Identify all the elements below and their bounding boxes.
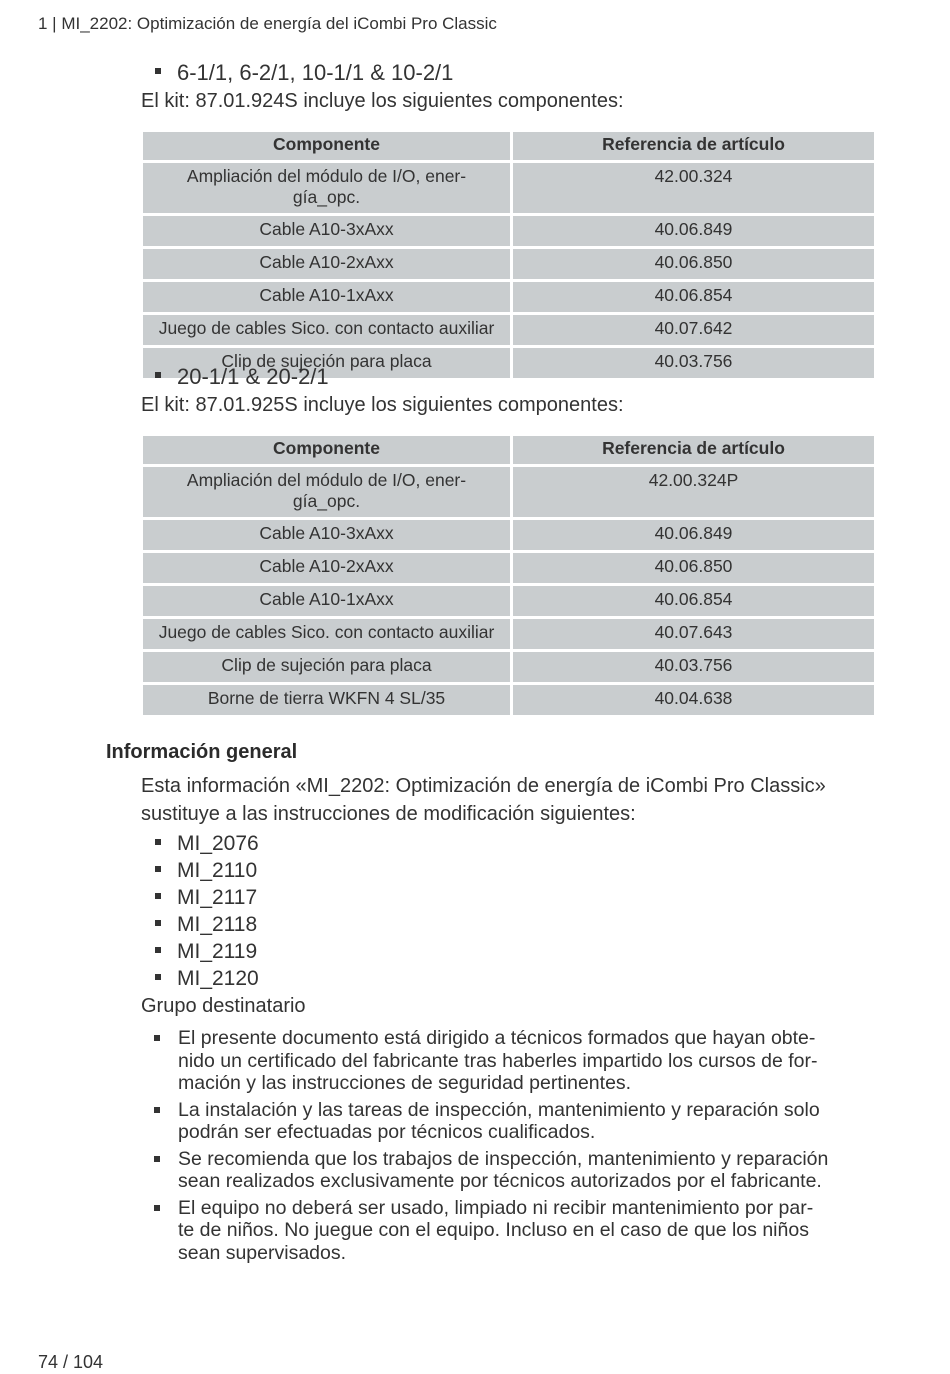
list-item-text: La instalación y las tareas de inspección, mantenimiento y reparación solo podrán ser efectuadas por técnicos cualificados. bbox=[178, 1098, 820, 1143]
cell-component: Cable A10-3xAxx bbox=[143, 520, 510, 550]
cell-component: Cable A10-1xAxx bbox=[143, 282, 510, 312]
column-header-reference: Referencia de artículo bbox=[513, 436, 874, 464]
page-number: 74 / 104 bbox=[38, 1352, 104, 1372]
bullet-square-icon bbox=[154, 1156, 160, 1162]
table-row bbox=[143, 553, 874, 583]
table-row bbox=[143, 467, 874, 517]
cell-reference: 40.07.643 bbox=[513, 619, 874, 649]
cell-component: Clip de sujeción para placa bbox=[143, 652, 510, 682]
cell-reference: 40.06.854 bbox=[513, 282, 874, 312]
cell-reference: 40.06.850 bbox=[513, 553, 874, 583]
list-item bbox=[155, 911, 259, 938]
table-row bbox=[143, 619, 874, 649]
list-item bbox=[155, 938, 259, 965]
list-item-text: El equipo no deberá ser usado, limpiado ni recibir mantenimiento por par- te de niños. No juegue con el equipo. Incluso en el caso de que los niños sean supervisados. bbox=[178, 1196, 814, 1264]
kit2-line: El kit: 87.01.925S incluye los siguientes componentes: bbox=[141, 394, 624, 416]
cell-component: Clip de sujeción para placa bbox=[143, 348, 510, 378]
table-row bbox=[143, 685, 874, 715]
table-row bbox=[143, 520, 874, 550]
cell-component: Cable A10-3xAxx bbox=[143, 216, 510, 246]
cell-reference: 40.06.849 bbox=[513, 216, 874, 246]
kit2-table-body bbox=[143, 467, 874, 715]
cell-reference: 40.06.849 bbox=[513, 520, 874, 550]
target-group-label: Grupo destinatario bbox=[141, 995, 306, 1017]
table-header-row bbox=[143, 132, 874, 160]
table-row bbox=[143, 216, 874, 246]
bullet-square-icon bbox=[155, 893, 161, 899]
kit1-line: El kit: 87.01.924S incluye los siguientes componentes: bbox=[141, 90, 624, 112]
table-header-row bbox=[143, 436, 874, 464]
list-item bbox=[150, 1148, 880, 1193]
table-row bbox=[143, 315, 874, 345]
cell-reference: 40.04.638 bbox=[513, 685, 874, 715]
kit1-models-item bbox=[155, 60, 453, 86]
table-row bbox=[143, 282, 874, 312]
column-header-component: Componente bbox=[143, 132, 510, 160]
list-item-text: MI_2118 bbox=[177, 913, 258, 936]
cell-component: Juego de cables Sico. con contacto auxiliar bbox=[143, 315, 510, 345]
cell-reference: 40.07.642 bbox=[513, 315, 874, 345]
table-row bbox=[143, 163, 874, 213]
bullet-square-icon bbox=[155, 947, 161, 953]
bullet-square-icon bbox=[154, 1205, 160, 1211]
cell-reference: 42.00.324P bbox=[513, 467, 874, 517]
cell-component: Cable A10-2xAxx bbox=[143, 553, 510, 583]
cell-reference: 40.03.756 bbox=[513, 652, 874, 682]
kit2-models-item bbox=[155, 364, 329, 390]
general-intro: Esta información «MI_2202: Optimización de energía de iCombi Pro Classic» sustituye a las instrucciones de modificación siguientes: bbox=[141, 775, 826, 825]
cell-component: Juego de cables Sico. con contacto auxiliar bbox=[143, 619, 510, 649]
list-item-text: MI_2119 bbox=[177, 940, 258, 963]
cell-component: Cable A10-1xAxx bbox=[143, 586, 510, 616]
table-row bbox=[143, 586, 874, 616]
kit1-table-body bbox=[143, 163, 874, 378]
bullet-square-icon bbox=[155, 839, 161, 845]
list-item bbox=[150, 1197, 880, 1265]
cell-component: Ampliación del módulo de I/O, ener- gía_opc. bbox=[143, 163, 510, 213]
list-item bbox=[155, 965, 259, 992]
replaced-instructions-list bbox=[155, 830, 259, 992]
table-row bbox=[143, 249, 874, 279]
kit2-table bbox=[140, 433, 877, 718]
list-item-text: Se recomienda que los trabajos de inspección, mantenimiento y reparación sean realizados exclusivamente por técnicos autorizados por el fabricante. bbox=[178, 1147, 829, 1192]
page-header: 1 | MI_2202: Optimización de energía del iCombi Pro Classic bbox=[38, 14, 497, 33]
cell-component: Ampliación del módulo de I/O, ener- gía_opc. bbox=[143, 467, 510, 517]
bullet-square-icon bbox=[155, 920, 161, 926]
cell-component: Borne de tierra WKFN 4 SL/35 bbox=[143, 685, 510, 715]
list-item-text: MI_2117 bbox=[177, 886, 258, 909]
bullet-square-icon bbox=[155, 68, 161, 74]
kit1-table bbox=[140, 129, 877, 381]
list-item bbox=[150, 1027, 880, 1095]
cell-component: Cable A10-2xAxx bbox=[143, 249, 510, 279]
bullet-square-icon bbox=[154, 1107, 160, 1113]
kit2-models: 20-1/1 & 20-2/1 bbox=[177, 364, 329, 389]
table-row bbox=[143, 652, 874, 682]
cell-reference: 40.06.854 bbox=[513, 586, 874, 616]
list-item bbox=[155, 857, 259, 884]
cell-reference: 40.06.850 bbox=[513, 249, 874, 279]
cell-reference: 40.03.756 bbox=[513, 348, 874, 378]
column-header-reference: Referencia de artículo bbox=[513, 132, 874, 160]
list-item-text: MI_2076 bbox=[177, 832, 259, 855]
list-item-text: MI_2120 bbox=[177, 967, 259, 990]
list-item bbox=[155, 884, 259, 911]
target-group-list bbox=[150, 1027, 880, 1268]
list-item bbox=[150, 1099, 880, 1144]
list-item bbox=[155, 830, 259, 857]
column-header-component: Componente bbox=[143, 436, 510, 464]
kit1-models: 6-1/1, 6-2/1, 10-1/1 & 10-2/1 bbox=[177, 60, 454, 85]
bullet-square-icon bbox=[155, 866, 161, 872]
bullet-square-icon bbox=[155, 974, 161, 980]
bullet-square-icon bbox=[155, 372, 161, 378]
list-item-text: MI_2110 bbox=[177, 859, 258, 882]
cell-reference: 42.00.324 bbox=[513, 163, 874, 213]
bullet-square-icon bbox=[154, 1035, 160, 1041]
section-title-general: Información general bbox=[106, 741, 298, 763]
list-item-text: El presente documento está dirigido a técnicos formados que hayan obte- nido un certificado del fabricante tras haberles impartido los cursos de for- mación y las instrucciones de seguridad pertinentes. bbox=[178, 1027, 818, 1094]
